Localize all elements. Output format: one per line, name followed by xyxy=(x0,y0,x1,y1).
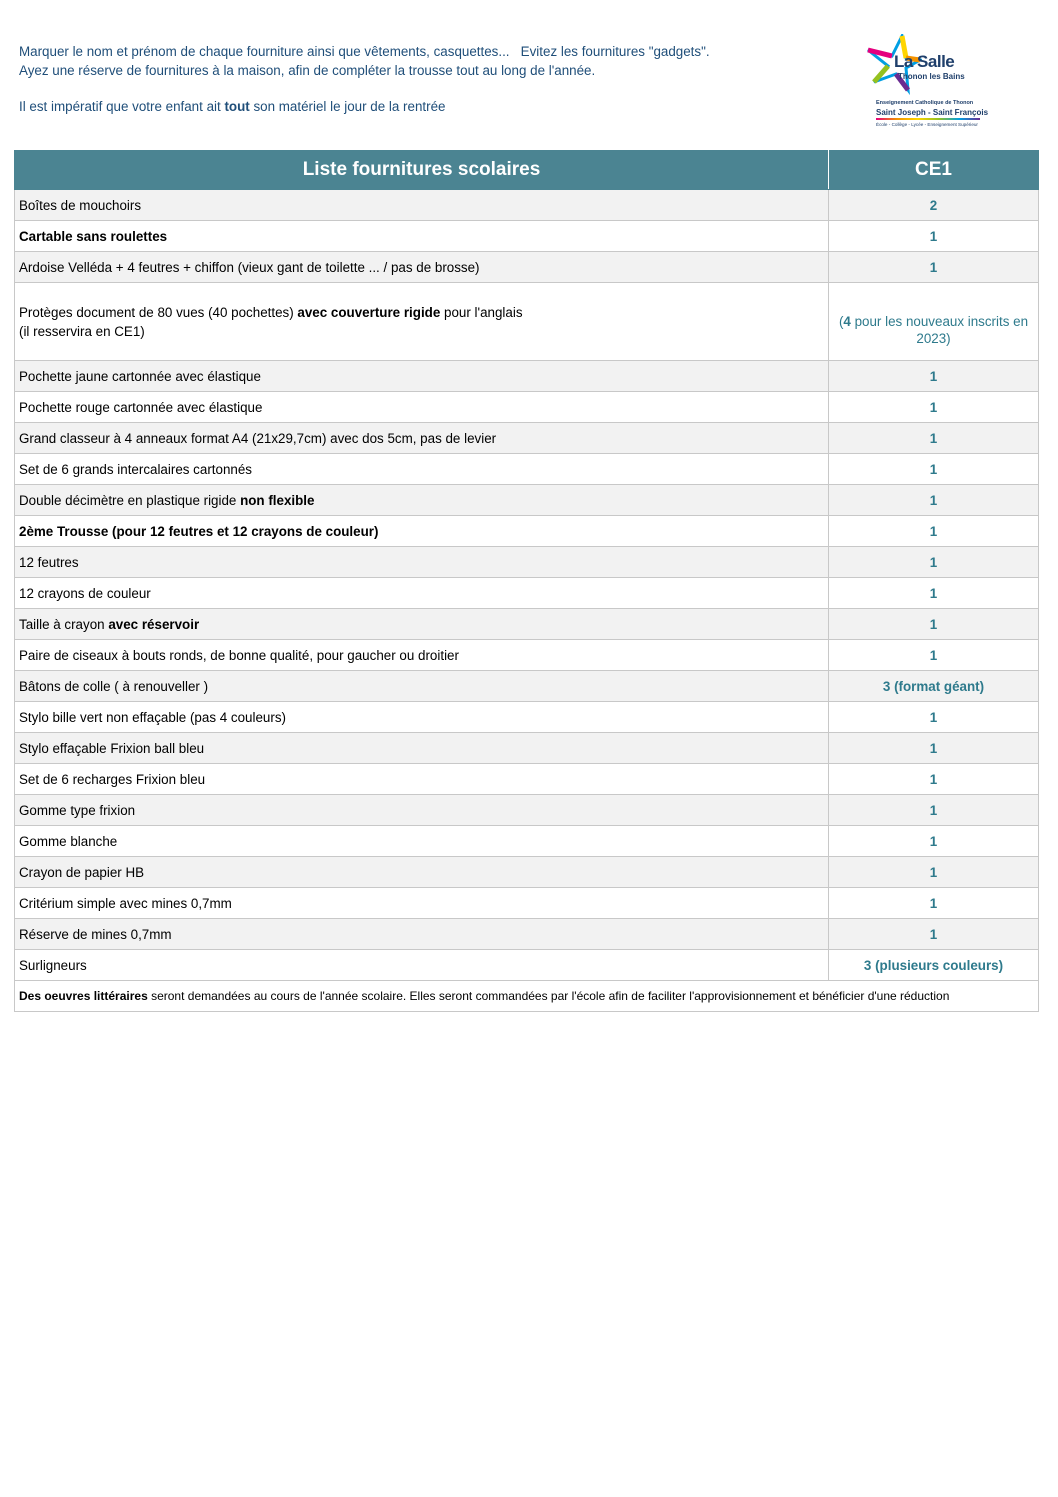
item-text: Pochette jaune cartonnée avec élastique xyxy=(19,368,261,384)
item-quantity: 1 xyxy=(829,857,1039,888)
item-line xyxy=(19,648,459,663)
item-line xyxy=(19,710,286,725)
item-line xyxy=(19,896,232,911)
table-row xyxy=(15,392,1039,423)
intro-line-1: Marquer le nom et prénom de chaque fourniture ainsi que vêtements, casquettes... Evitez les fournitures "gadgets". xyxy=(19,44,710,59)
table-header-row xyxy=(15,151,1039,190)
item-line xyxy=(19,400,262,415)
item-quantity: 3 (plusieurs couleurs) xyxy=(829,950,1039,981)
intro-line-3-start: Il est impératif que votre enfant ait xyxy=(19,99,225,114)
quantity-text: ( xyxy=(838,313,844,329)
item-text: Ardoise Velléda + 4 feutres + chiffon (vieux gant de toilette ... / pas de brosse) xyxy=(19,259,480,275)
item-description xyxy=(15,671,829,702)
item-quantity: 1 xyxy=(829,392,1039,423)
item-quantity: 1 xyxy=(829,919,1039,950)
item-text: Double décimètre en plastique rigide xyxy=(19,492,241,508)
item-line xyxy=(19,865,144,880)
item-description xyxy=(15,454,829,485)
item-text: Critérium simple avec mines 0,7mm xyxy=(19,895,232,911)
item-text: Surligneurs xyxy=(19,957,87,973)
table-row xyxy=(15,578,1039,609)
item-quantity: 1 xyxy=(829,578,1039,609)
item-line xyxy=(19,617,199,632)
item-text: 12 feutres xyxy=(19,554,79,570)
item-quantity: 1 xyxy=(829,733,1039,764)
table-row xyxy=(15,640,1039,671)
table-row xyxy=(15,764,1039,795)
item-quantity: 1 xyxy=(829,888,1039,919)
item-text: Set de 6 grands intercalaires cartonnés xyxy=(19,461,252,477)
item-description xyxy=(15,826,829,857)
item-description xyxy=(15,950,829,981)
item-description xyxy=(15,361,829,392)
item-text: Réserve de mines 0,7mm xyxy=(19,926,172,942)
item-text-bold: non flexible xyxy=(240,492,315,508)
item-description xyxy=(15,190,829,221)
item-line xyxy=(19,741,204,756)
logo-schools: Saint Joseph - Saint François xyxy=(876,108,989,117)
item-quantity: 1 xyxy=(829,516,1039,547)
item-description xyxy=(15,252,829,283)
table-row xyxy=(15,733,1039,764)
intro-text xyxy=(19,43,839,117)
logo-subtitle: Enseignement Catholique de Thonon xyxy=(876,100,974,106)
item-quantity: 1 xyxy=(829,485,1039,516)
item-quantity: 1 xyxy=(829,826,1039,857)
item-quantity: 1 xyxy=(829,609,1039,640)
item-description xyxy=(15,764,829,795)
item-line xyxy=(19,431,496,446)
logo-brand: La Salle xyxy=(894,52,955,71)
table-row xyxy=(15,888,1039,919)
item-text: Bâtons de colle ( à renouveller ) xyxy=(19,678,209,694)
item-description xyxy=(15,702,829,733)
item-description xyxy=(15,919,829,950)
item-quantity: 1 xyxy=(829,764,1039,795)
table-footer-row xyxy=(15,981,1039,1012)
item-line xyxy=(19,958,87,973)
item-quantity: 1 xyxy=(829,640,1039,671)
table-row xyxy=(15,671,1039,702)
supplies-table xyxy=(14,150,1039,1012)
item-description xyxy=(15,640,829,671)
table-row xyxy=(15,795,1039,826)
item-quantity: 1 xyxy=(829,221,1039,252)
item-note: (il resservira en CE1) xyxy=(19,323,145,339)
item-text: Crayon de papier HB xyxy=(19,864,145,880)
table-row xyxy=(15,702,1039,733)
table-row xyxy=(15,857,1039,888)
item-line xyxy=(19,679,208,694)
table-row xyxy=(15,516,1039,547)
item-text: 12 crayons de couleur xyxy=(19,585,151,601)
item-description xyxy=(15,733,829,764)
item-line xyxy=(19,493,314,508)
item-text: Gomme blanche xyxy=(19,833,118,849)
item-line xyxy=(19,555,79,570)
item-text: Boîtes de mouchoirs xyxy=(19,197,142,213)
item-line xyxy=(19,772,205,787)
item-description xyxy=(15,795,829,826)
item-quantity: 1 xyxy=(829,547,1039,578)
item-line xyxy=(19,586,151,601)
item-quantity: 1 xyxy=(829,454,1039,485)
logo-levels: École - Collège - Lycée - Enseignement Supérieur xyxy=(876,122,978,127)
item-description xyxy=(15,609,829,640)
quantity-number: 4 xyxy=(843,313,851,329)
table-row xyxy=(15,283,1039,361)
table-row xyxy=(15,190,1039,221)
item-description xyxy=(15,516,829,547)
item-text: Set de 6 recharges Frixion bleu xyxy=(19,771,206,787)
intro-line-3-end: son matériel le jour de la rentrée xyxy=(249,99,446,114)
table-row xyxy=(15,423,1039,454)
item-text: Pochette rouge cartonnée avec élastique xyxy=(19,399,263,415)
item-quantity: 1 xyxy=(829,702,1039,733)
item-quantity: 1 xyxy=(829,423,1039,454)
item-line xyxy=(19,834,117,849)
table-row xyxy=(15,252,1039,283)
item-quantity: 3 (format géant) xyxy=(829,671,1039,702)
item-text-end: pour l'anglais xyxy=(440,304,523,320)
table-row xyxy=(15,826,1039,857)
header-item-column: Liste fournitures scolaires xyxy=(15,151,829,190)
table-row xyxy=(15,361,1039,392)
item-quantity: 2 xyxy=(829,190,1039,221)
item-quantity xyxy=(829,283,1039,361)
intro-line-3-bold: tout xyxy=(224,99,250,114)
table-row xyxy=(15,547,1039,578)
logo-city: Thonon les Bains xyxy=(898,72,965,81)
item-line xyxy=(19,803,135,818)
item-text-bold: 2ème Trousse (pour 12 feutres et 12 crayons de couleur) xyxy=(19,523,379,539)
intro-line-2: Ayez une réserve de fournitures à la maison, afin de compléter la trousse tout au long de l'année. xyxy=(19,62,596,78)
item-text: Gomme type frixion xyxy=(19,802,136,818)
item-line xyxy=(19,369,261,384)
item-line xyxy=(19,229,167,244)
item-text: Taille à crayon xyxy=(19,616,109,632)
item-line xyxy=(19,303,824,322)
footer-note xyxy=(15,981,1039,1012)
footer-note-bold: Des oeuvres littéraires xyxy=(19,989,148,1003)
logo-color-bar xyxy=(876,118,980,120)
item-text-bold: Cartable sans roulettes xyxy=(19,228,168,244)
item-text: Grand classeur à 4 anneaux format A4 (21x29,7cm) avec dos 5cm, pas de levier xyxy=(19,430,497,446)
table-row xyxy=(15,950,1039,981)
item-text: Stylo effaçable Frixion ball bleu xyxy=(19,740,205,756)
item-text: Paire de ciseaux à bouts ronds, de bonne qualité, pour gaucher ou droitier xyxy=(19,647,459,663)
item-quantity: 1 xyxy=(829,361,1039,392)
item-quantity: 1 xyxy=(829,252,1039,283)
item-description xyxy=(15,578,829,609)
item-line xyxy=(19,524,378,539)
item-text: Stylo bille vert non effaçable (pas 4 couleurs) xyxy=(19,709,286,725)
item-description xyxy=(15,547,829,578)
quantity-note: pour les nouveaux inscrits en 2023) xyxy=(850,313,1029,346)
item-text-bold: avec réservoir xyxy=(108,616,200,632)
item-line xyxy=(19,927,172,942)
table-row xyxy=(15,485,1039,516)
item-description xyxy=(15,485,829,516)
item-description xyxy=(15,392,829,423)
item-text: Protèges document de 80 vues (40 pochettes) xyxy=(19,304,298,320)
table-row xyxy=(15,454,1039,485)
item-text-bold: avec couverture rigide xyxy=(297,304,441,320)
item-line xyxy=(19,462,252,477)
table-row xyxy=(15,919,1039,950)
item-quantity: 1 xyxy=(829,795,1039,826)
intro-line-3 xyxy=(19,98,839,117)
item-description xyxy=(15,221,829,252)
footer-note-text: seront demandées au cours de l'année scolaire. Elles seront commandées par l'école afin de faciliter l'approvisionnement et bénéficier d'une réduction xyxy=(147,989,950,1003)
table-row xyxy=(15,221,1039,252)
item-line xyxy=(19,198,141,213)
item-description xyxy=(15,283,829,361)
item-line xyxy=(19,260,480,275)
header-class-column: CE1 xyxy=(829,151,1039,190)
table-row xyxy=(15,609,1039,640)
item-description xyxy=(15,423,829,454)
school-logo xyxy=(862,34,988,138)
item-description xyxy=(15,857,829,888)
item-description xyxy=(15,888,829,919)
